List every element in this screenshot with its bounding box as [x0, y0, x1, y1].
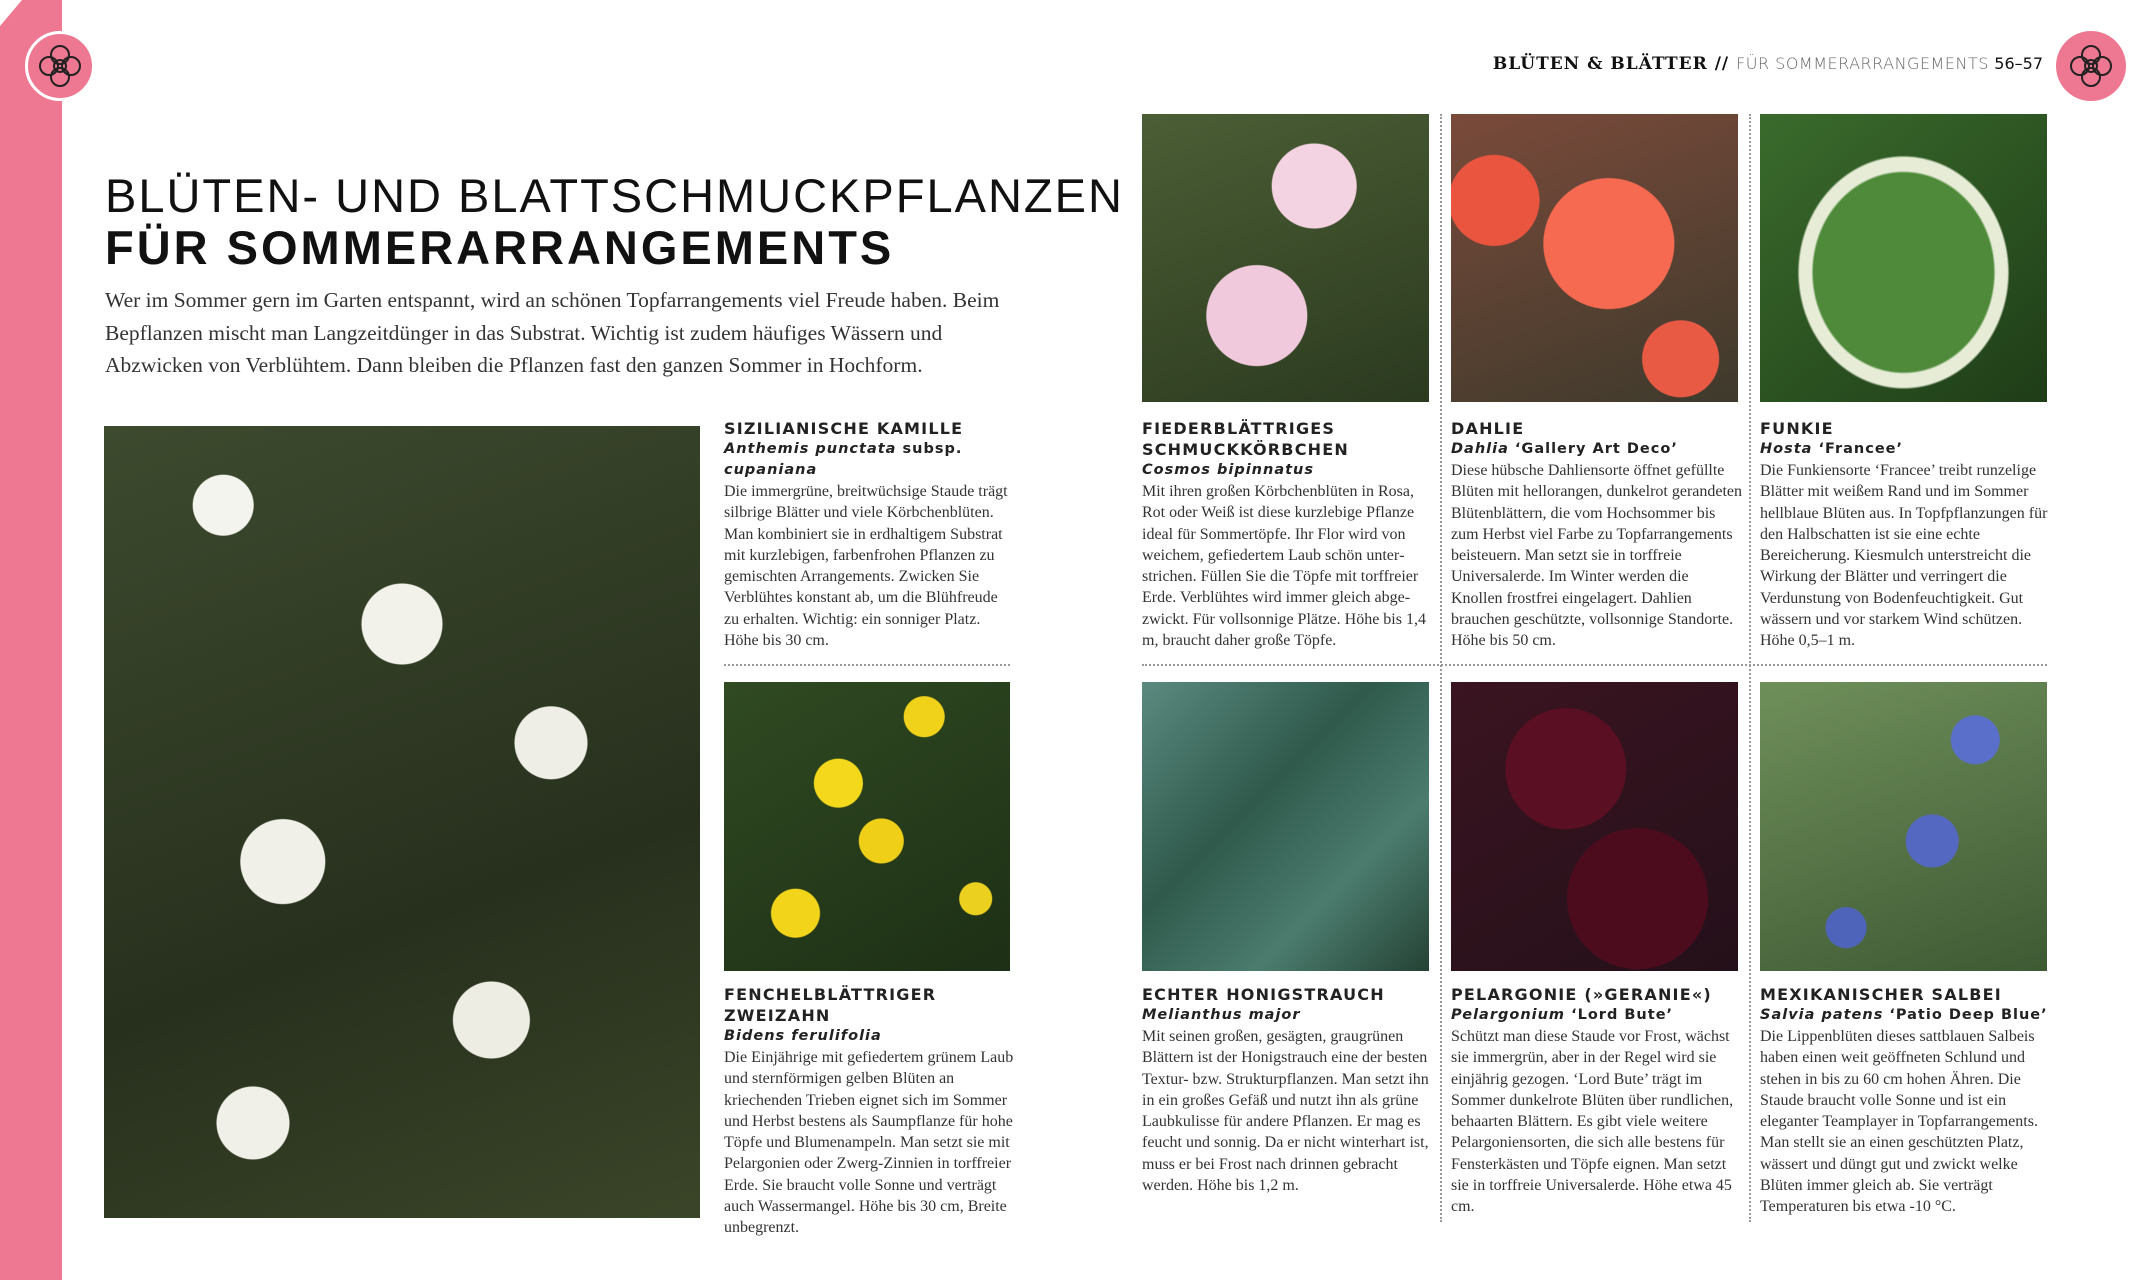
- plant-name: ECHTER HONIGSTRAUCH: [1142, 985, 1385, 1004]
- scientific-name: Melianthus major: [1142, 1007, 1301, 1023]
- photo-kamille: [104, 426, 700, 1218]
- scientific-name: Hosta ‘Francee’: [1760, 441, 1904, 457]
- plant-name: MEXIKANISCHER SALBEI: [1760, 985, 2002, 1004]
- divider: [1749, 114, 1751, 1222]
- photo-melianthus: [1142, 682, 1429, 971]
- pink-edge-bar: [0, 0, 62, 1280]
- section-badge-left: [25, 31, 95, 101]
- photo-dahlie: [1451, 114, 1738, 402]
- title-line-2: FÜR SOMMERARRANGEMENTS: [105, 221, 895, 274]
- plant-entry-hosta: [1760, 418, 2052, 652]
- plant-entry-pelargonie: [1451, 984, 1743, 1218]
- page-title: [105, 170, 1124, 274]
- scientific-name: Bidens ferulifolia: [724, 1028, 882, 1044]
- divider: [1440, 114, 1442, 1222]
- intro-paragraph: Wer im Sommer gern im Garten entspannt, wird an schönen Topfarrangements viel Freude haben. Beim Bepflanzen mischt man Langzeitdünger in das Substrat. Wichtig ist zudem häufiges Wässern und Abzwicken von Verblühtem. Dann bleiben die Pflanzen fast den ganzen Sommer in Hochform.: [105, 288, 1000, 377]
- plant-description: Schützt man diese Staude vor Frost, wächst sie immergrün, aber in der Regel wird sie einjährig gezogen. ‘Lord Bute’ trägt im Sommer dunkelrote Blüten über rundlichen, behaarten Blättern. Es gibt viele weitere Pelargoniensorten, die sich alle bestens für Fensterkästen und Töpfe eignen. Man setzt sie in torffreie Universalerde. Höhe etwa 45 cm.: [1451, 1028, 1734, 1216]
- section-badge-right: [2056, 31, 2126, 101]
- photo-hosta: [1760, 114, 2047, 402]
- running-head: [1493, 54, 2043, 74]
- plant-entry-kamille: [724, 418, 1016, 651]
- plant-name: FUNKIE: [1760, 419, 1834, 438]
- plant-description: Die Lippenblüten dieses sattblauen Salbeis haben einen weit geöffneten Schlund und stehen in bis zu 60 cm hohen Ähren. Die Staude braucht volle Sonne und ist ein eleganter Teamplayer in Topfarrangements. Man stellt sie an einen geschützten Platz, wässert und düngt gut und zwickt welke Blüten immer gleich ab. Sie verträgt Temperaturen bis etwa -10 °C.: [1760, 1028, 2038, 1216]
- photo-cosmos: [1142, 114, 1429, 402]
- plant-entry-cosmos: [1142, 418, 1434, 651]
- page-numbers: 56–57: [1994, 54, 2043, 73]
- plant-name: FENCHELBLÄTTRIGER ZWEIZAHN: [724, 985, 937, 1025]
- plant-entry-salbei: [1760, 984, 2052, 1218]
- photo-pelargonie: [1451, 682, 1738, 971]
- flower-icon: [37, 43, 83, 89]
- running-head-topic: FÜR SOMMERARRANGEMENTS: [1736, 54, 1989, 73]
- plant-description: Die Funkiensorte ‘Francee’ treibt runzelige Blätter mit weißem Rand und im Sommer hellblaue Blüten aus. In Topfpflanzungen für den Halbschatten ist sie eine echte Bereicherung. Kiesmulch unterstreicht die Wirkung der Blätter und verringert die Verdunstung von Bodenfeuchtigkeit. Gut wässern und vor starkem Wind schützen. Höhe 0,5–1 m.: [1760, 462, 2048, 650]
- scientific-name: Dahlia ‘Gallery Art Deco’: [1451, 441, 1678, 457]
- plant-entry-bidens: [724, 984, 1016, 1239]
- plant-name: SIZILIANISCHE KAMILLE: [724, 419, 964, 438]
- divider: [724, 664, 1010, 666]
- photo-salbei: [1760, 682, 2047, 971]
- scientific-name: Cosmos bipinnatus: [1142, 462, 1314, 478]
- plant-name: PELARGONIE (»GERANIE«): [1451, 985, 1712, 1004]
- plant-description: Die Einjährige mit gefiedertem grünem Laub und sternförmigen gelben Blüten an kriechenden Trieben eignet sich im Sommer und Herbst bestens als Saumpflanze für hohe Töpfe und Blumenampeln. Man setzt sie mit Pelargonien oder Zwerg-Zinnien in torffreier Erde. Sie braucht volle Sonne und verträgt auch Wassermangel. Höhe bis 30 cm, Breite unbegrenzt.: [724, 1049, 1014, 1237]
- scientific-name: Salvia patens ‘Patio Deep Blue’: [1760, 1007, 2048, 1023]
- scientific-name: Pelargonium ‘Lord Bute’: [1451, 1007, 1674, 1023]
- flower-icon: [2068, 43, 2114, 89]
- running-head-section: BLÜTEN & BLÄTTER: [1492, 54, 1708, 74]
- plant-name: DAHLIE: [1451, 419, 1525, 438]
- plant-description: Mit ihren großen Körbchenblüten in Rosa, Rot oder Weiß ist diese kurzlebige Pflanze ideal für Sommertöpfe. Ihr Flor wird von weichem, gefiedertem Laub schön unterstrichen. Füllen Sie die Töpfe mit torffreier Erde. Verblühtes wird immer gleich abgezwickt. Für vollsonnige Plätze. Höhe bis 1,4 m, braucht daher große Töpfe.: [1142, 483, 1426, 650]
- running-head-separator: //: [1707, 54, 1737, 74]
- title-line-1: BLÜTEN- UND BLATTSCHMUCKPFLANZEN: [105, 169, 1124, 222]
- plant-entry-melianthus: [1142, 984, 1434, 1196]
- photo-bidens: [724, 682, 1010, 971]
- scientific-name: Anthemis punctata subsp. cupaniana: [724, 441, 963, 478]
- plant-description: Mit seinen großen, gesägten, graugrünen Blättern ist der Honigstrauch eine der besten Textur- bzw. Strukturpflanzen. Man setzt ihn in ein großes Gefäß und nutzt ihn als grüne Laubkulisse für andere Pflanzen. Er mag es feucht und sonnig. Da er nicht winterhart ist, muss er bei Frost nach drinnen gebracht werden. Höhe bis 1,2 m.: [1142, 1028, 1429, 1195]
- plant-description: Die immergrüne, breitwüchsige Staude trägt silbrige Blätter und viele Körbchenblüten. Man kombiniert sie in erdhaltigem Substrat mit kurzlebigen, farbenfrohen Pflanzen zu gemischten Arrangements. Zwicken Sie Verblühtes konstant ab, um die Blühfreude zu erhalten. Wichtig: ein sonniger Platz. Höhe bis 30 cm.: [724, 483, 1008, 650]
- plant-description: Diese hübsche Dahliensorte öffnet gefüllte Blüten mit hellorangen, dunkelrot gerandeten Blütenblättern, die vom Hochsommer bis zum Herbst viel Farbe zu Topfarrangements beisteuern. Man setzt sie in torffreie Universalerde. Im Winter werden die Knollen frostfrei eingelagert. Dahlien brauchen geschützte, vollsonnige Standorte. Höhe bis 50 cm.: [1451, 462, 1743, 650]
- divider: [1142, 664, 2047, 666]
- plant-entry-dahlie: [1451, 418, 1743, 652]
- plant-name: FIEDERBLÄTTRIGES SCHMUCKKÖRBCHEN: [1142, 419, 1349, 459]
